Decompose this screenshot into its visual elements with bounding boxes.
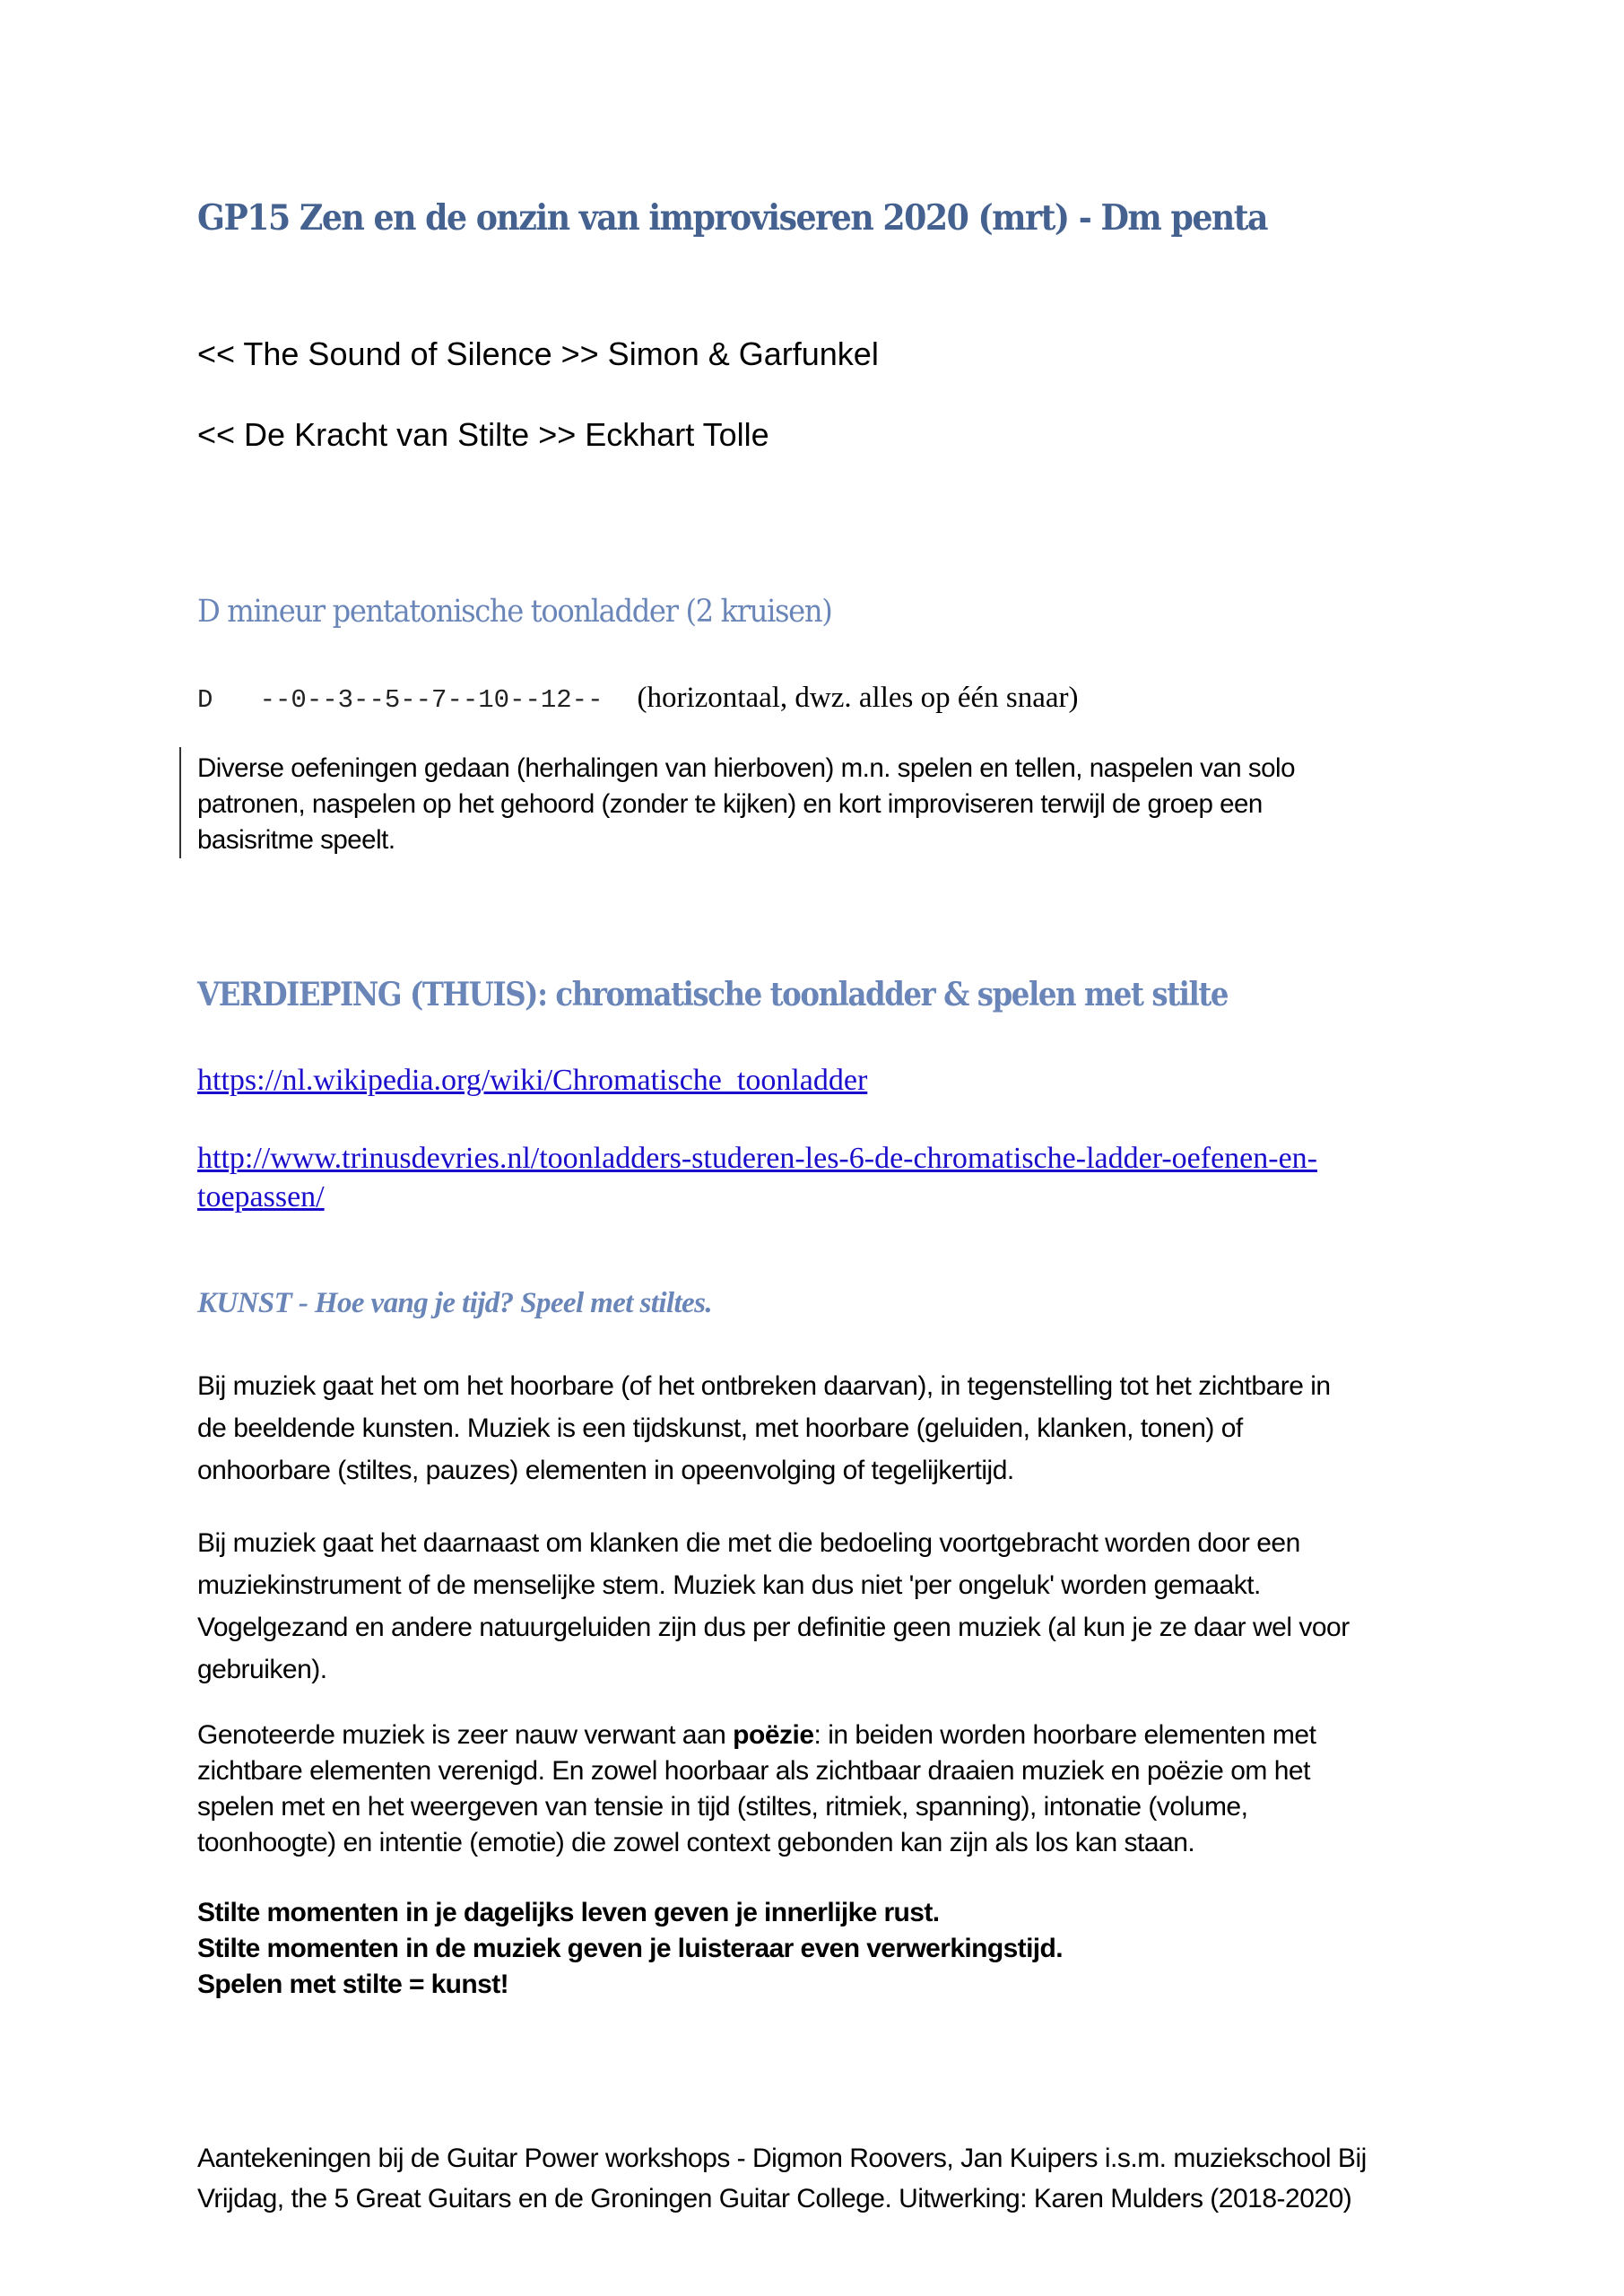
paragraph-line: gebruiken).: [197, 1655, 327, 1684]
conclusion-line: Stilte momenten in je dagelijks leven geven je innerlijke rust.: [197, 1898, 940, 1927]
reference-book: << De Kracht van Stilte >> Eckhart Tolle: [197, 416, 769, 453]
reference-song: << The Sound of Silence >> Simon & Garfunkel: [197, 335, 879, 372]
footer-line: Aantekeningen bij de Guitar Power workshops - Digmon Roovers, Jan Kuipers i.s.m. muziekschool Bij: [197, 2144, 1367, 2173]
revision-change-bar: [179, 747, 181, 858]
paragraph-line: patronen, naspelen op het gehoord (zonder te kijken) en kort improviseren terwijl de groep een: [197, 789, 1263, 819]
tab-frets: --0--3--5--7--10--12--: [259, 685, 604, 715]
wikipedia-link[interactable]: [197, 1064, 867, 1098]
paragraph-line: basisritme speelt.: [197, 825, 395, 855]
paragraph-line: Bij muziek gaat het daarnaast om klanken die met die bedoeling voortgebracht worden door een: [197, 1528, 1300, 1558]
art-paragraph-2: [197, 1522, 1453, 1691]
paragraph-line: Diverse oefeningen gedaan (herhalingen van hierboven) m.n. spelen en tellen, naspelen van solo: [197, 753, 1296, 783]
paragraph-line: Genoteerde muziek is zeer nauw verwant aan poëzie: in beiden worden hoorbare elementen met: [197, 1720, 1316, 1750]
bold-term-poetry: poëzie: [733, 1720, 814, 1750]
paragraph-line: muziekinstrument of de menselijke stem. Muziek kan dus niet 'per ongeluk' worden gemaakt.: [197, 1570, 1261, 1600]
art-heading: KUNST - Hoe vang je tijd? Speel met stiltes.: [197, 1287, 712, 1319]
trinusdevries-link[interactable]: [197, 1139, 1317, 1216]
conclusion-line: Spelen met stilte = kunst!: [197, 1970, 508, 1999]
tab-note: (horizontaal, dwz. alles op één snaar): [637, 682, 1079, 714]
paragraph-line: Bij muziek gaat het om het hoorbare (of het ontbreken daarvan), in tegenstelling tot het zichtbare in: [197, 1371, 1331, 1401]
link-text[interactable]: https://nl.wikipedia.org/wiki/Chromatische_toonladder: [197, 1064, 868, 1097]
link-text[interactable]: http://www.trinusdevries.nl/toonladders-studeren-les-6-de-chromatische-ladder-oefenen-en-: [197, 1142, 1317, 1175]
tablature-line: [197, 682, 1079, 715]
paragraph-line: spelen met en het weergeven van tensie in tijd (stiltes, ritmiek, spanning), intonatie (volume,: [197, 1792, 1248, 1822]
exercise-paragraph: [197, 751, 1453, 858]
art-paragraph-3: [197, 1718, 1453, 1861]
paragraph-line: de beeldende kunsten. Muziek is een tijdskunst, met hoorbare (geluiden, klanken, tonen) of: [197, 1413, 1243, 1443]
conclusion-block: [197, 1895, 1453, 2003]
scale-heading: D mineur pentatonische toonladder (2 kruisen): [197, 594, 832, 630]
art-paragraph-1: [197, 1365, 1453, 1492]
paragraph-line: Vogelgezand en andere natuurgeluiden zijn dus per definitie geen muziek (al kun je ze daar wel voor: [197, 1613, 1350, 1642]
paragraph-line: toonhoogte) en intentie (emotie) die zowel context gebonden kan zijn als los kan staan.: [197, 1828, 1195, 1857]
link-text[interactable]: toepassen/: [197, 1180, 325, 1213]
paragraph-line: onhoorbare (stiltes, pauzes) elementen in opeenvolging of tegelijkertijd.: [197, 1456, 1014, 1485]
footer-line: Vrijdag, the 5 Great Guitars en de Groningen Guitar College. Uitwerking: Karen Mulders (2018-2020): [197, 2184, 1352, 2213]
document-title: GP15 Zen en de onzin van improviseren 2020 (mrt) - Dm penta: [197, 197, 1268, 239]
footer-credits: [197, 2138, 1453, 2219]
paragraph-line: zichtbare elementen verenigd. En zowel hoorbaar als zichtbaar draaien muziek en poëzie om het: [197, 1756, 1310, 1786]
deepening-heading: VERDIEPING (THUIS): chromatische toonladder & spelen met stilte: [197, 976, 1229, 1013]
tab-string-name: D: [197, 685, 213, 715]
conclusion-line: Stilte momenten in de muziek geven je luisteraar even verwerkingstijd.: [197, 1934, 1064, 1963]
